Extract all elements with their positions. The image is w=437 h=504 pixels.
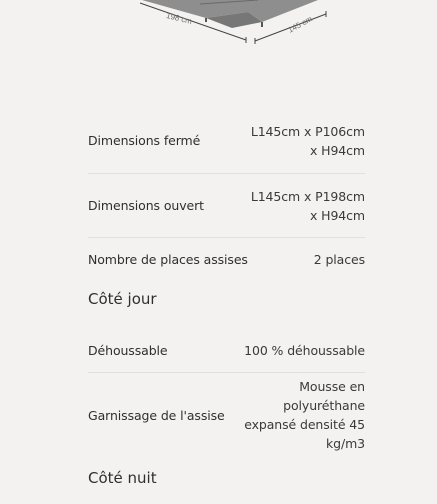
spec-row-seat-filling (88, 373, 365, 457)
spec-value: L145cm x P106cm x H94cm (250, 123, 365, 158)
spec-row-dimensions-open (88, 174, 365, 238)
spec-label: Dimensions ouvert (88, 198, 204, 213)
spec-row-removable-cover (88, 328, 365, 373)
spec-value: 2 places (313, 252, 365, 267)
section-title-day-side: Côté jour (88, 290, 157, 308)
spec-label: Nombre de places assises (88, 252, 248, 267)
sofa-bed-illustration (0, 0, 437, 52)
sofa-dimension-diagram (0, 0, 437, 52)
spec-label: Garnissage de l'assise (88, 407, 225, 423)
spec-label: Déhoussable (88, 342, 168, 358)
width-dimension-label: 198 cm (165, 10, 193, 27)
spec-value: 100 % déhoussable (244, 342, 365, 358)
product-specifications (88, 108, 365, 504)
spec-label: Dimensions fermé (88, 133, 201, 148)
spec-row-dimensions-closed (88, 108, 365, 174)
spec-value: Mousse en polyuréthane expansé densité 45 kg/m3 (244, 379, 365, 451)
section-title-night-side: Côté nuit (88, 469, 157, 487)
spec-row-seats (88, 238, 365, 281)
spec-value: L145cm x P198cm x H94cm (250, 188, 365, 223)
depth-dimension-label: 145 cm (286, 14, 314, 35)
